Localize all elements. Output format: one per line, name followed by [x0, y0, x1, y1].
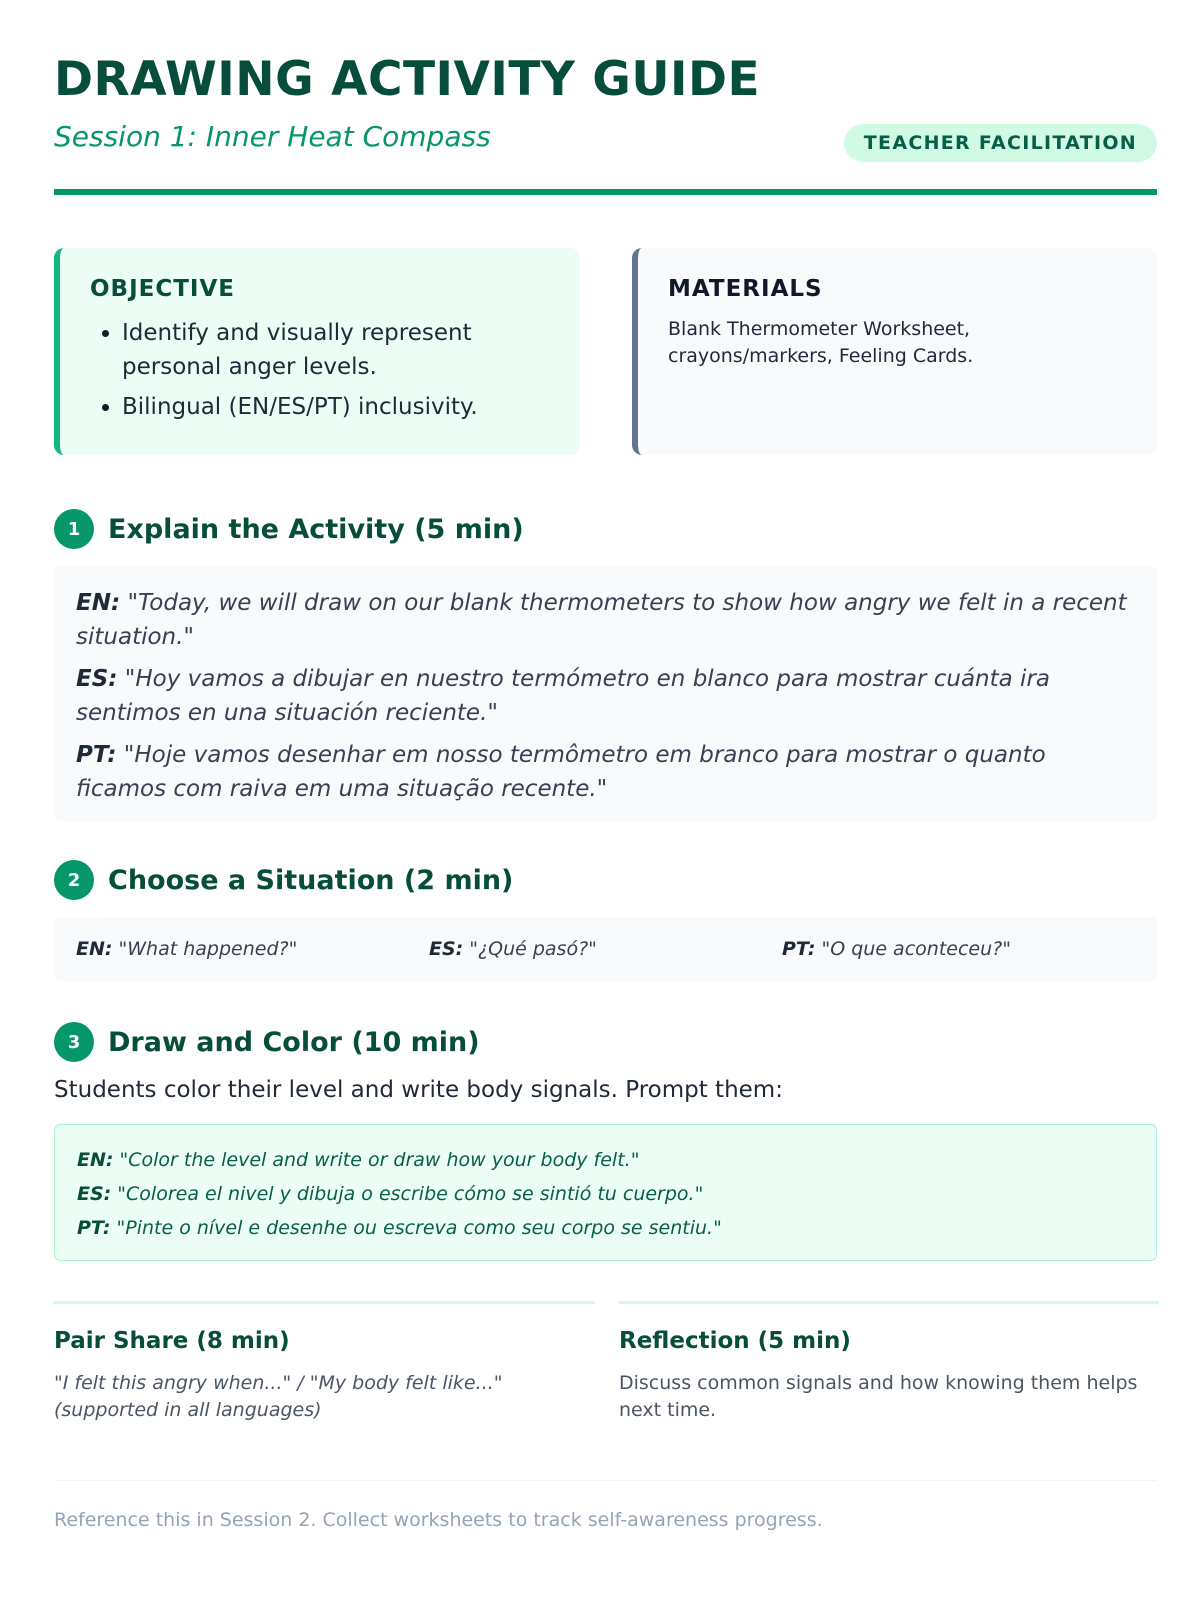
step-3-header — [54, 1022, 480, 1062]
step-3-title: Draw and Color (10 min) — [108, 1026, 480, 1058]
quote-text: "Hoje vamos desenhar em nosso termômetro em branco para mostrar o quanto ficamos com raiva em uma situação recente." — [76, 742, 1046, 802]
step-2-quotes — [54, 917, 1157, 981]
step-2-number: 2 — [54, 860, 94, 900]
step-1-number: 1 — [54, 509, 94, 549]
step-3-quotes — [54, 1124, 1157, 1261]
objective-box — [54, 248, 580, 455]
materials-box — [632, 248, 1157, 455]
reflection-section — [619, 1301, 1159, 1424]
header-divider — [54, 189, 1157, 195]
quote-pt — [77, 1211, 1134, 1245]
objective-title: OBJECTIVE — [90, 276, 235, 302]
quote-pt — [76, 738, 1135, 806]
quote-es — [429, 938, 782, 960]
footer-note: Reference this in Session 2. Collect worksheets to track self-awareness progress. — [54, 1509, 823, 1531]
quote-en — [76, 938, 429, 960]
reflection-title: Reflection (5 min) — [619, 1328, 851, 1354]
quote-text: "O que aconteceu?" — [815, 938, 1011, 960]
lang-label: ES: — [76, 666, 118, 692]
quote-text: "Color the level and write or draw how your body felt." — [113, 1149, 640, 1171]
quote-es — [77, 1177, 1134, 1211]
pair-share-title: Pair Share (8 min) — [54, 1328, 290, 1354]
quote-text: "Hoy vamos a dibujar en nuestro termómetro en blanco para mostrar cuánta ira sentimos en una situación reciente." — [76, 666, 1050, 726]
lang-label: ES: — [77, 1183, 112, 1205]
step-1-title: Explain the Activity (5 min) — [108, 513, 524, 545]
quote-text: "Pinte o nível e desenhe ou escreva como seu corpo se sentiu." — [110, 1217, 722, 1239]
step-2-header — [54, 860, 513, 900]
lang-label: ES: — [429, 938, 464, 960]
quote-text: "Today, we will draw on our blank thermometers to show how angry we felt in a recent situation." — [76, 590, 1127, 650]
quote-en — [76, 586, 1135, 654]
quote-text: "Colorea el nivel y dibuja o escribe cómo se sintió tu cuerpo." — [111, 1183, 704, 1205]
teacher-facilitation-badge: TEACHER FACILITATION — [844, 124, 1157, 162]
lang-label: PT: — [77, 1217, 111, 1239]
objective-item: • Identify and visually represent personal anger levels. — [122, 316, 550, 384]
page-title: DRAWING ACTIVITY GUIDE — [54, 52, 761, 107]
reflection-text: Discuss common signals and how knowing them helps next time. — [619, 1372, 1138, 1421]
step-3-intro: Students color their level and write body signals. Prompt them: — [54, 1077, 783, 1103]
quote-es — [76, 662, 1135, 730]
materials-text: Blank Thermometer Worksheet, crayons/markers, Feeling Cards. — [668, 318, 974, 367]
step-2-title: Choose a Situation (2 min) — [108, 864, 514, 896]
lang-label: EN: — [77, 1149, 114, 1171]
lang-label: PT: — [782, 938, 816, 960]
step-3-number: 3 — [54, 1022, 94, 1062]
quote-pt — [782, 938, 1135, 960]
session-subtitle: Session 1: Inner Heat Compass — [54, 120, 491, 153]
objective-item: • Bilingual (EN/ES/PT) inclusivity. — [122, 390, 550, 424]
quote-text: "What happened?" — [112, 938, 298, 960]
pair-share-section — [54, 1301, 594, 1424]
quote-text: "¿Qué pasó?" — [463, 938, 597, 960]
quote-en — [77, 1143, 1134, 1177]
lang-label: EN: — [76, 590, 121, 616]
lang-label: PT: — [76, 742, 117, 768]
pair-share-text: "I felt this angry when..." / "My body felt like..." (supported in all languages) — [54, 1372, 503, 1421]
objective-list — [90, 316, 550, 424]
step-1-quotes — [54, 566, 1157, 821]
materials-title: MATERIALS — [668, 276, 823, 302]
lang-label: EN: — [76, 938, 113, 960]
step-1-header — [54, 509, 524, 549]
footer-divider — [54, 1480, 1157, 1481]
